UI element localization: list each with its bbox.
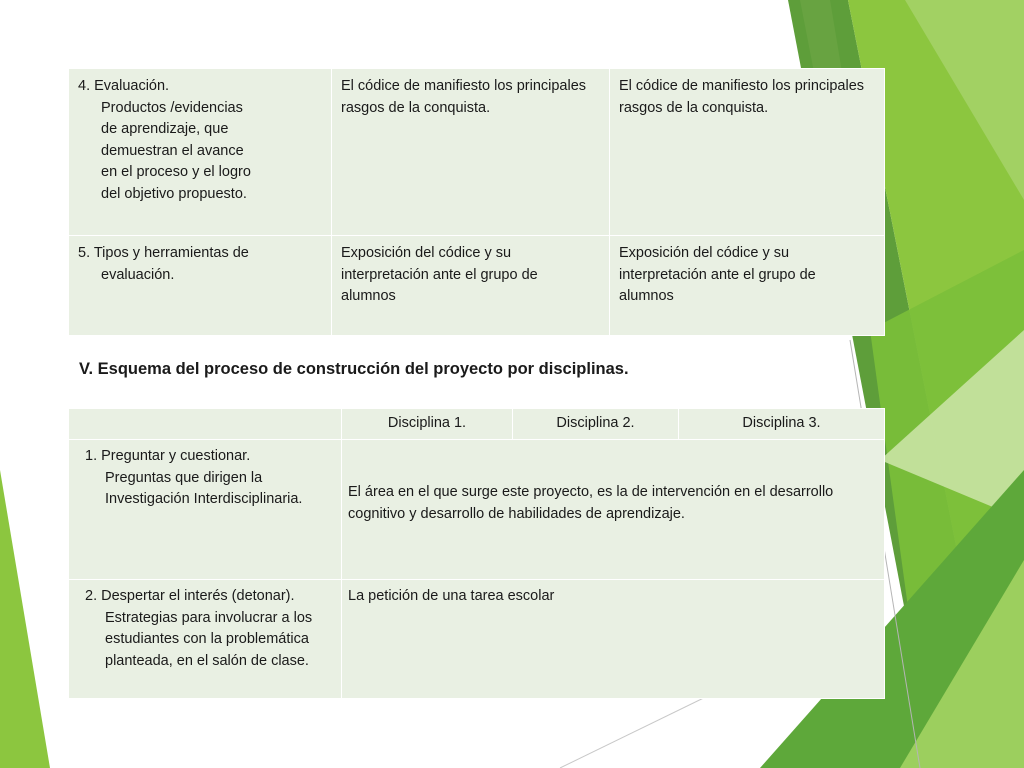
cell-text: El códice de manifiesto los principales rasgos de la conquista. [619,78,865,116]
table-cell [332,69,610,236]
row-label-line: 5. Tipos y herramientas de [78,245,249,261]
table-row [69,440,885,580]
row-label-line: planteada, en el salón de clase. [105,652,309,669]
cell-text: El área en el que surge este proyecto, es la de intervención en el desarrollo cognitivo y desarrollo de habilidades de aprendizaje. [348,484,834,522]
row-label-line: en el proceso y el logro [101,164,251,180]
row-label-line: Preguntas que dirigen la [105,469,263,486]
row-label-cell [69,69,332,236]
row-label-line: de aprendizaje, que [101,121,229,137]
row-label-cell [69,440,342,580]
table-row [69,580,885,699]
merged-content-cell [342,440,885,580]
header-cell-disciplina-2: Disciplina 2. [513,409,679,440]
table-cell [610,69,885,236]
row-label-line: evaluación. [101,266,175,283]
header-cell-empty [69,409,342,440]
table-cell [332,236,610,336]
row-label-line: Productos /evidencias [101,99,243,116]
table-row [69,236,885,336]
row-label-cell [69,236,332,336]
table-header-row [69,409,885,440]
row-label-line: Investigación Interdisciplinaria. [105,491,303,507]
row-label-line: Estrategias para involucrar a los [105,609,313,626]
row-label-line: del objetivo propuesto. [101,185,247,202]
row-label-line: 2. Despertar el interés (detonar). [85,588,295,604]
merged-content-cell [342,580,885,699]
cell-text: El códice de manifiesto los principales rasgos de la conquista. [341,78,587,116]
cell-text: Exposición del códice y su interpretación ante el grupo de alumnos [341,245,538,304]
row-label-cell [69,580,342,699]
row-label-line: demuestran el avance [101,142,244,159]
cell-text: Exposición del códice y su interpretación ante el grupo de alumnos [619,245,816,304]
cell-text: La petición de una tarea escolar [348,588,555,604]
evaluation-table [68,68,885,336]
row-label-line: 4. Evaluación. [78,78,170,94]
row-label-line: 1. Preguntar y cuestionar. [85,448,251,464]
row-label-line: estudiantes con la problemática [105,631,309,647]
section-heading: V. Esquema del proceso de construcción del proyecto por disciplinas. [79,360,629,378]
table-cell [610,236,885,336]
header-cell-disciplina-1: Disciplina 1. [342,409,513,440]
disciplines-table [68,408,885,699]
header-cell-disciplina-3: Disciplina 3. [679,409,885,440]
table-row [69,69,885,236]
